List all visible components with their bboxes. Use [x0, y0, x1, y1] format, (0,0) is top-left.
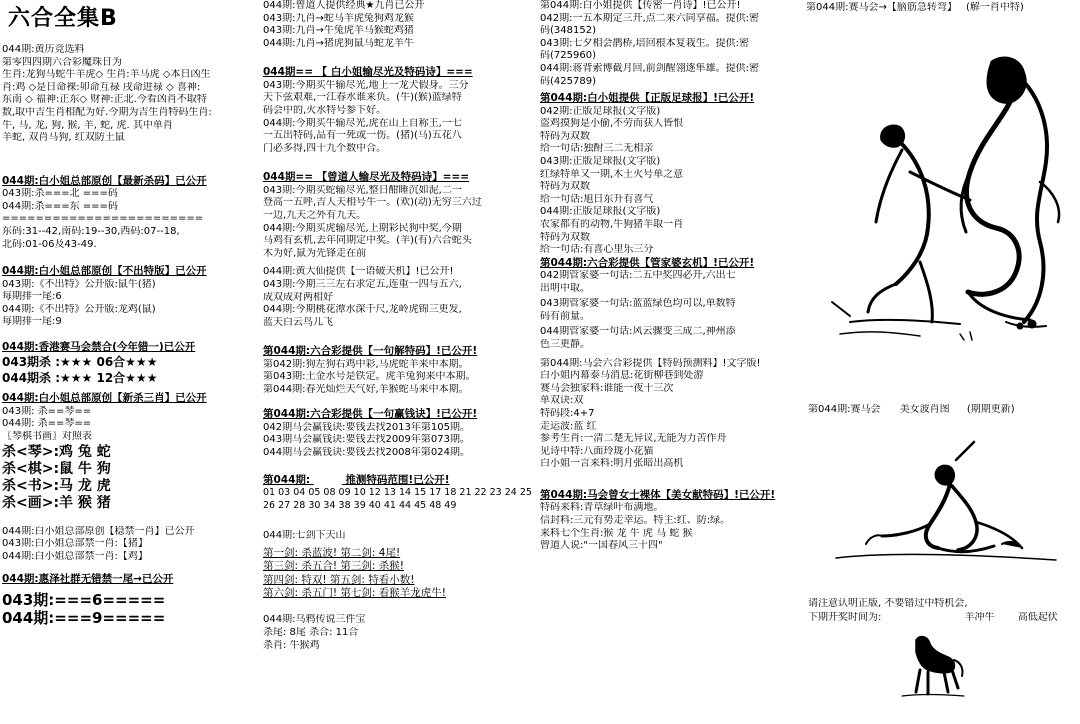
text-line: 东码:31--42,南码:19--30,西码:07--18,: [2, 225, 180, 237]
section-head: 044期:香港赛马会禁合(今年错一)已公开: [2, 340, 196, 353]
next-draw-hint: 羊冲牛: [964, 612, 995, 623]
section-seven-swords: [263, 530, 535, 600]
number-line: 26 27 28 30 34 38 39 40 41 44 45 48 49: [263, 499, 457, 511]
section-kill-three: [2, 392, 260, 511]
text-line: 044期: 杀==琴==: [2, 418, 92, 430]
text-line: 044期:今期买虎输尽光,上期彩民狗中奖,今期: [263, 222, 462, 234]
spacer: [263, 600, 535, 614]
text-line: 044期:蒋背索博截月回,前剑醒翎逐隼雄。提供:密: [540, 62, 760, 74]
text-line: 044期:正版足球报(文字版): [540, 206, 661, 218]
column-4: [806, 0, 1080, 724]
text-line: 044期马会赢钱诀:要钱去找2008年第024期。: [263, 447, 470, 459]
section-head: [263, 474, 535, 487]
section-ban-one: [2, 526, 260, 564]
text-line: 曾道人说:"一国春风三十四": [540, 540, 663, 552]
sword-line: 第六剑: 杀五门! 第七剑: 看猴羊龙虎牛!: [263, 587, 447, 600]
section-head: 044期:白小姐总部原创【最新杀码】已公开: [2, 174, 207, 187]
text-line: 044期:曾道人提供经典★九肖已公开: [263, 0, 425, 11]
spacer: [2, 329, 260, 341]
text-line: 码(348152): [540, 25, 596, 37]
section-head: 第044期:马会曾女士裸体【美女献特码】!已公开!: [540, 489, 776, 501]
text-line: 042期马会赢钱诀:要钱去找2013年第105期。: [263, 421, 470, 433]
kill-row: 杀<琴>:鸡 兔 蛇: [2, 443, 111, 460]
section-football: [540, 92, 802, 257]
spacer: [2, 563, 260, 573]
spacer: [2, 512, 260, 526]
text-line: 牛, 马, 龙, 狗, 猴, 羊, 蛇, 虎. 其中单肖: [2, 119, 173, 131]
text-line: 043期:杀===北 ===码: [2, 188, 118, 200]
text-line: 043期:九肖→牛兔虎羊马猴蛇鸡猪: [263, 25, 414, 37]
notice-line: 请注意认明正版, 不要错过中特机会,: [808, 598, 968, 609]
section-secret-poem: [540, 0, 802, 88]
spacer: [263, 155, 535, 171]
text-line: 特码为双数: [540, 231, 590, 243]
brain-teaser-note: (解一肖中特): [966, 2, 1024, 13]
section-nine-zodiac: [263, 0, 535, 50]
text-line: 白小姐内幕泰马消息:花街柳巷到处游: [540, 370, 704, 382]
section-beauty: [540, 489, 802, 553]
text-line: 特码为双数: [540, 181, 590, 193]
kill-row: 杀<棋>:鼠 牛 狗: [2, 460, 111, 477]
text-line: 特码来料:青草绿叶布满地。: [540, 502, 664, 514]
sword-line: 第四剑: 特双! 第五剑: 特看小数!: [263, 573, 415, 586]
section-range: [263, 474, 535, 513]
text-line: 043期马会赢钱诀:要钱去找2009年第073期。: [263, 434, 470, 446]
text-line: 白小姐一言来料:明月张暗出高机: [540, 458, 684, 470]
text-line: 农家都有的动物,牛狗猪羊取一肖: [540, 218, 684, 230]
spacer: [263, 512, 535, 530]
text-line: 一边,九天之外有九天。: [263, 209, 367, 221]
beauty-wave-head: [808, 404, 1080, 417]
section-head: 第044期:六合彩提供【一句解特码】!已公开!: [263, 345, 478, 358]
text-line: 第044期:春光灿烂天气好,羊猴蛇马来中本期。: [263, 383, 469, 395]
text-line: 特码段:4+7: [540, 408, 595, 420]
text-line: 〖琴棋书画〗对照表: [2, 430, 92, 442]
text-line: 043期:今期三三左右求定五,连重一四与五六,: [263, 278, 462, 290]
text-line: 第042期:狗左狗右鸡中彩,马虎蛇羊来中本期。: [263, 358, 469, 370]
text-line: 木为好,鼠为先锋走在前: [263, 247, 367, 259]
text-line: 给一句话:独酎三二无相亲: [540, 143, 654, 155]
tail-row: 044期:===9=====: [2, 608, 166, 627]
section-kill-code: [2, 175, 260, 251]
text-line: 走运波:蓝 红: [540, 420, 597, 432]
text-line: 杀肖: 牛猴鸡: [263, 639, 320, 651]
text-line: 044期:《不出特》公开版:龙鸡(鼠): [2, 303, 156, 315]
tail-row: 043期:===6=====: [2, 590, 166, 609]
section-one-word: [263, 266, 535, 329]
text-line: 来料七个生肖:猴 龙 牛 虎 马 蛇 猴: [540, 527, 693, 539]
text-line: 043期:九肖→蛇马羊虎兔狗鸡龙猴: [263, 12, 414, 24]
text-line: 色三更静。: [540, 339, 590, 351]
next-draw-phrase: 高低起伏: [1017, 612, 1058, 623]
text-line: 044期:白小姐总部原创【稳禁一肖】已公开: [2, 525, 195, 537]
section-head: 044期== 【 白小姐输尽光及特码诗】===: [263, 66, 473, 79]
text-line: 马鸡有玄机,去年同期定中奖。(羊)(有)六合蛇头: [263, 235, 472, 247]
sword-line: 第三剑: 杀五合! 第三剑: 杀猴!: [263, 560, 405, 573]
spacer: [263, 50, 535, 66]
section-bxj-poem: [263, 66, 535, 155]
kill-row: 杀<画>:羊 猴 猪: [2, 494, 111, 511]
text-line: 出明中取。: [540, 282, 590, 294]
text-line: 羊蛇, 双肖马狗, 红双防土鼠: [2, 132, 125, 144]
text-line: 东南 ◇ 福神:正东◇ 财神:正北.今看凶肖不取特: [2, 94, 207, 106]
text-line: 码(725960): [540, 50, 596, 62]
text-line: 043期: 杀==琴==: [2, 405, 92, 417]
spacer: [2, 145, 260, 175]
text-line: 043期:正版足球报(文字版): [540, 155, 661, 167]
section-head: 044期:惠泽社群无错禁一尾→已公开: [2, 573, 174, 586]
brain-teaser-title: 第044期:赛马会→【脑筋急转弯】: [806, 2, 957, 13]
text-line: 044期:白小姐总部禁一肖:【鸡】: [2, 550, 148, 562]
text-line: 杀尾: 8尾 杀合: 11合: [263, 627, 359, 639]
range-head-left: 第044期:: [263, 473, 311, 486]
text-line: 043期:今期买牛输尽光,地上一龙犬假身。三分: [263, 79, 469, 91]
beauty-wave-title: 第044期:赛马会: [808, 404, 881, 415]
text-line: 盗鸡摸狗是小偷,不劳而获人皆恨: [540, 118, 684, 130]
text-line: 042期管家婆一句话:二五中奖四必开,六出七: [540, 270, 736, 282]
text-line: 给一句话:有喜心里乐三分: [540, 244, 654, 256]
section-head: 044期:白小姐总部原创【不出特版】已公开: [2, 265, 207, 278]
beauty-wave-note: (期期更新): [966, 404, 1015, 415]
text-line: 044期管家婆一句话:风云骤变三成二,神州添: [540, 326, 736, 338]
beauty-wave-subtitle: 美女波肖图: [899, 404, 950, 415]
text-line: 044期:杀===东 ===码: [2, 200, 118, 212]
section-head: 第044期:六合彩提供【一句赢钱诀】!已公开!: [263, 408, 478, 421]
text-line: 043期管家婆一句话:蓝蓝绿色均可以,单数特: [540, 298, 736, 310]
beauty-wave-illustration: [826, 440, 1066, 580]
section-head: 第044期:马会六合彩提供【特码预测料】!文字版!: [540, 357, 761, 369]
brain-teaser-head: [806, 2, 1080, 15]
section-head: 044期== 【曾道人输尽光及特码诗】===: [263, 171, 470, 184]
text-line: 044期:九肖→猪虎狗鼠马蛇龙羊牛: [263, 37, 414, 49]
section-housekeeper: [540, 257, 802, 352]
section-head: 第044期:白小姐提供【传密一肖诗】!已公开!: [540, 0, 741, 11]
text-line: 肖:鸡 ◇是日命裸:卯命互禄 戌命进禄 ◇ 喜神:: [2, 81, 201, 93]
section-head: 044期:白小姐总部原创【新杀三肖】已公开: [2, 392, 207, 405]
text-line: 给一句话:旭日东升有喜气: [540, 193, 654, 205]
text-line: 一五出特码,品有一死或一伤。(猪)(马)五花八: [263, 130, 462, 142]
range-head-right: 推测特码范围!已公开!: [345, 473, 450, 486]
section-one-sentence: [263, 345, 535, 396]
section-head: 044期:乌鸦传说三件宝: [263, 614, 366, 626]
text-line: 见诗中特:八面玲珑小花猫: [540, 445, 654, 457]
horse-illustration: [898, 630, 968, 700]
brain-teaser-illustration: [810, 22, 1076, 352]
page-title: 六合全集B: [8, 6, 118, 31]
text-line: 044期杀 :★★★ 12合★★★: [2, 371, 158, 386]
text-line: 码(425789): [540, 75, 596, 87]
text-line: 044期:今期买牛输尽光,虎在山上自称王,一七: [263, 117, 462, 129]
text-line: 043期:七夕相会鹊桥,培回根本复栽生。提供:密: [540, 37, 750, 49]
column-2: [263, 0, 535, 724]
text-line: 043期:白小姐总部禁一肖:【猪】: [2, 538, 148, 550]
sword-line: 第一剑: 杀蓝波! 第二剑: 4尾!: [263, 546, 401, 559]
text-line: 每期排一尾:6: [2, 291, 62, 303]
section-hk-combo: [2, 341, 260, 386]
text-line: 成双成对两相好: [263, 291, 333, 303]
text-line: 单双诀:双: [540, 395, 584, 407]
section-head: 第044期:白小姐提供【正版足球报】!已公开!: [540, 92, 755, 105]
text-line: 蓝天白云鸟儿飞: [263, 316, 333, 328]
text-line: 数,取中吉生肖相配为好.今期为吉生肖特码生肖:: [2, 106, 212, 118]
next-draw-line: [808, 612, 1080, 625]
text-line: 登高一五呼,吉人天相号牛一。(欢)(动)无穷三六过: [263, 197, 482, 209]
section-ban-tail: [2, 573, 260, 626]
text-line: 码会中的,火水特号参下好。: [263, 104, 387, 116]
text-line: 码有前量。: [540, 310, 590, 322]
text-line: 红绿特单又一期,木土火号单之意: [540, 168, 684, 180]
text-line: 043期杀 :★★★ 06合★★★: [2, 355, 158, 370]
section-head: 044期:黄历竞选料: [2, 44, 85, 55]
text-line: 第零四四期六合彩魔珠日为: [2, 56, 122, 68]
spacer: [540, 471, 802, 489]
section-no-special: [2, 265, 260, 329]
text-line: 042期:正版足球报(文字版): [540, 105, 661, 117]
text-line: 赛马会独家料:谁能一夜十三次: [540, 382, 674, 394]
section-head: 044期:七剑下天山: [263, 530, 346, 542]
section-zdr-poem: [263, 171, 535, 260]
text-line: 044期:黄大仙提供【一语破天机】!已公开!: [263, 266, 454, 278]
spacer: [263, 396, 535, 408]
text-line: 044期:今期桃花潭水深千尺,龙岭虎锦三更发,: [263, 304, 462, 316]
text-line: 042期:一五本期定三开,点二来六同享福。提供:密: [540, 12, 760, 24]
column-1: [2, 0, 260, 724]
text-line: 特码为双数: [540, 130, 590, 142]
text-line: 生肖:龙狗马蛇牛羊虎◇ 生肖:羊马虎 ◇本日凶生: [2, 69, 211, 81]
text-line: 第043期:土金水号是铁定。虎羊兔狗来中本期。: [263, 371, 476, 383]
section-huangli: [2, 44, 260, 145]
text-line: 门必多得,四十九个数中合。: [263, 142, 387, 154]
spacer: [263, 460, 535, 474]
text-line: 北码:01-06及43-49.: [2, 238, 97, 250]
section-forecast: [540, 358, 802, 471]
column-3: [540, 0, 802, 724]
number-line: 01 03 04 05 08 09 10 12 13 14 15 17 18 21 22 23 24 25: [263, 487, 532, 499]
section-crow: [263, 614, 535, 652]
text-line: 天下弦艰难,一江春水谁来负。(牛)(猴)蓝绿特: [263, 92, 462, 104]
spacer: [263, 329, 535, 345]
text-line: 参考生肖:一清二楚无异议,无能为力苦作舟: [540, 433, 727, 445]
kill-row: 杀<书>:马 龙 虎: [2, 477, 111, 494]
section-win-money: [263, 408, 535, 459]
next-draw-label: 下期开奖时间为:: [808, 612, 882, 623]
spacer: [2, 251, 260, 265]
section-head: 第044期:六合彩提供【管家婆玄机】!已公开!: [540, 256, 755, 269]
text-line: 信封料:三元有势走幸运。特主:红、防:绿。: [540, 515, 731, 526]
text-line: ========================: [2, 213, 204, 225]
text-line: 每期排一尾:9: [2, 316, 62, 328]
text-line: 043期:《不出特》公开版:鼠牛(猪): [2, 278, 156, 290]
text-line: 043期:今期买蛇输尽光,整日酣睡沉如泥,二一: [263, 184, 462, 196]
